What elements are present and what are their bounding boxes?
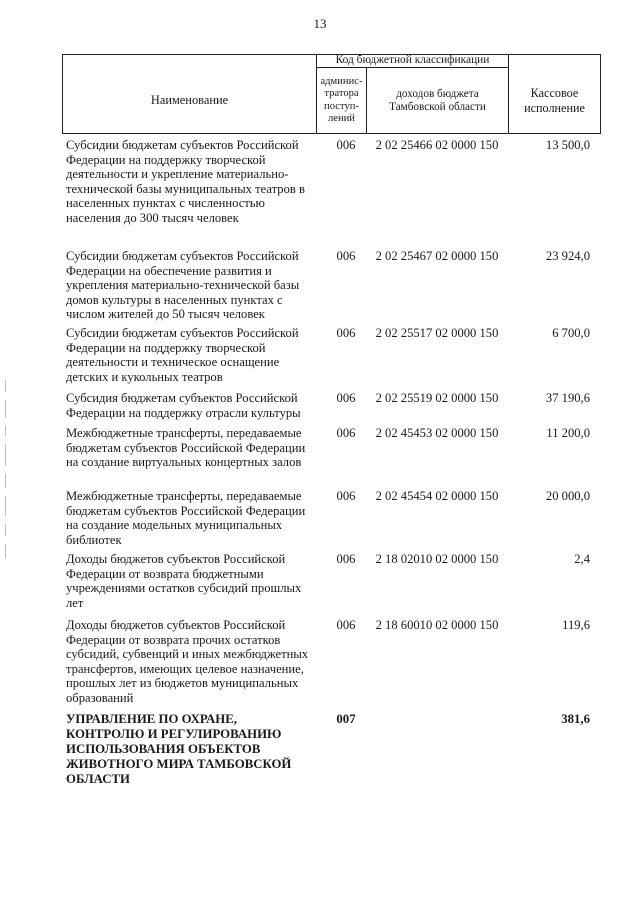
row-revenue-code: 2 02 25517 02 0000 150 — [375, 326, 499, 340]
table-body — [62, 138, 601, 792]
row-amount: 381,6 — [561, 712, 590, 726]
table-row — [62, 552, 601, 618]
table-row — [62, 326, 601, 391]
table-row — [62, 391, 601, 426]
row-amount: 11 200,0 — [546, 426, 590, 440]
row-admin-code: 006 — [336, 618, 356, 632]
row-amount: 2,4 — [574, 552, 590, 566]
row-revenue-code: 2 02 25467 02 0000 150 — [375, 249, 499, 263]
header-border-right — [600, 54, 601, 134]
table-row — [62, 489, 601, 552]
row-admin-code: 006 — [336, 489, 356, 503]
row-name: Межбюджетные трансферты, передаваемые бюджетам субъектов Российской Федерации на создание модельных муниципальных библиотек — [66, 489, 306, 547]
row-admin-code: 006 — [336, 326, 356, 340]
row-revenue-code: 2 02 45453 02 0000 150 — [375, 426, 499, 440]
header-amount: Кассовое исполнение — [524, 85, 585, 115]
table-row — [62, 249, 601, 326]
row-amount: 6 700,0 — [552, 326, 590, 340]
row-amount: 119,6 — [562, 618, 590, 632]
row-admin-code: 006 — [336, 138, 356, 152]
row-amount: 23 924,0 — [545, 249, 590, 263]
table-row-department-total — [62, 712, 601, 792]
row-name: Субсидия бюджетам субъектов Российской Федерации на поддержку отрасли культуры — [66, 391, 301, 420]
row-admin-code: 006 — [336, 426, 356, 440]
header-border-bottom — [62, 133, 601, 134]
scan-margin-mark — [3, 380, 9, 560]
row-amount: 20 000,0 — [545, 489, 590, 503]
row-admin-code: 007 — [336, 712, 356, 726]
header-revenue-code: доходов бюджета Тамбовской области — [389, 87, 486, 113]
header-name: Наименование — [150, 93, 229, 107]
row-revenue-code: 2 02 45454 02 0000 150 — [375, 489, 499, 503]
page-number: 13 — [313, 16, 327, 31]
header-admin: админис- тратора поступ- лений — [320, 75, 363, 124]
row-name: Субсидии бюджетам субъектов Российской Федерации на поддержку творческой деятельности и укрепление материально-технической базы муниципальных театров в населенных пунктах с численностью населения до 300 тысяч человек — [66, 138, 305, 225]
row-name: Доходы бюджетов субъектов Российской Федерации от возврата прочих остатков субсидий, субвенций и иных межбюджетных трансфертов, имеющих целевое назначение, прошлых лет из бюджетов муниципальных образований — [66, 618, 309, 705]
row-amount: 37 190,6 — [545, 391, 590, 405]
row-revenue-code: 2 02 25466 02 0000 150 — [375, 138, 499, 152]
row-revenue-code: 2 18 60010 02 0000 150 — [375, 618, 499, 632]
table-row — [62, 618, 601, 712]
row-name: Доходы бюджетов субъектов Российской Федерации от возврата бюджетными учреждениями остатков субсидий прошлых лет — [66, 552, 302, 610]
table-header — [62, 54, 601, 134]
row-admin-code: 006 — [336, 249, 356, 263]
row-name: Межбюджетные трансферты, передаваемые бюджетам субъектов Российской Федерации на создание виртуальных концертных залов — [66, 426, 306, 470]
row-name: УПРАВЛЕНИЕ ПО ОХРАНЕ, КОНТРОЛЮ И РЕГУЛИРОВАНИЮ ИСПОЛЬЗОВАНИЯ ОБЪЕКТОВ ЖИВОТНОГО МИРА ТАМБОВСКОЙ ОБЛАСТИ — [66, 712, 292, 786]
row-admin-code: 006 — [336, 391, 356, 405]
row-revenue-code: 2 18 02010 02 0000 150 — [375, 552, 499, 566]
header-code-group: Код бюджетной классификации — [335, 54, 490, 66]
row-admin-code: 006 — [336, 552, 356, 566]
table-row — [62, 138, 601, 249]
row-name: Субсидии бюджетам субъектов Российской Федерации на поддержку творческой деятельности и техническое оснащение детских и кукольных театров — [66, 326, 299, 384]
row-name: Субсидии бюджетам субъектов Российской Федерации на обеспечение развития и укрепления материально-технической базы домов культуры в населенных пунктах с числом жителей до 50 тысяч человек — [66, 249, 300, 322]
row-amount: 13 500,0 — [545, 138, 590, 152]
table-row — [62, 426, 601, 489]
row-revenue-code: 2 02 25519 02 0000 150 — [375, 391, 499, 405]
